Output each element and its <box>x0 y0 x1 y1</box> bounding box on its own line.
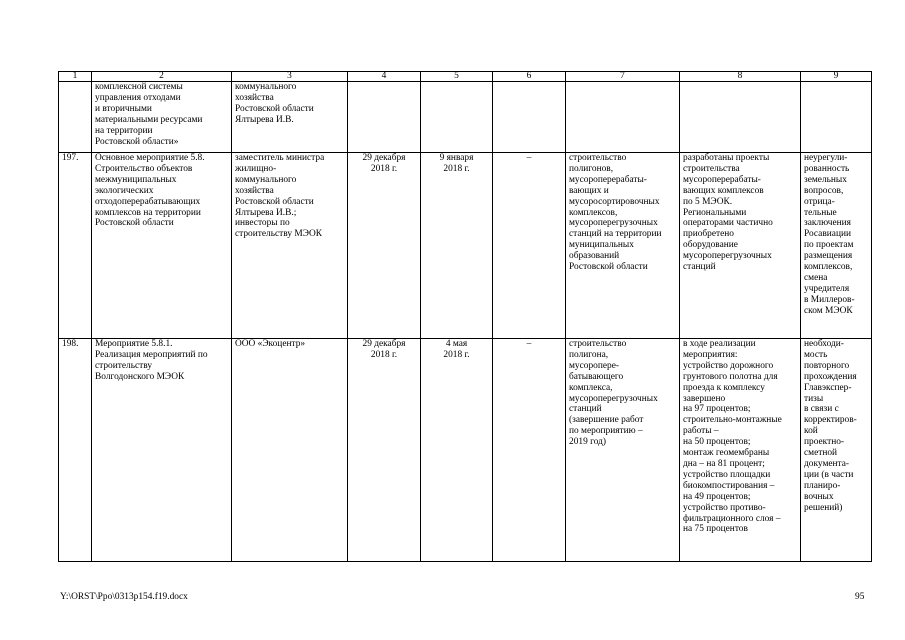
achieved-result-cell <box>680 82 801 153</box>
planned-date-cell <box>348 82 421 153</box>
file-path: Y:\ORST\Ppo\0313p154.f19.docx <box>60 592 188 602</box>
achieved-result-cell: в ходе реализации мероприятия: устройство дорожного грунтового полотна для проезда к комплексу завершено на 97 процентов; строительно-монтажные работы – на 50 процентов; монтаж геомембраны дна – на 81 процент; устройство площадки биокомпостирования – на 49 процентов; устройство противо- фильтрационного слоя – на 75 процентов <box>680 339 801 562</box>
actual-date-cell: 9 января 2018 г. <box>421 153 493 339</box>
column-number: 4 <box>348 72 421 82</box>
problems-cell: неурегули- рованность земельных вопросов, отрица- тельные заключения Росавиации по проектам размещения комплексов, смена учредителя в Миллеров- ском МЭОК <box>801 153 872 339</box>
row-number-cell: 197. <box>59 153 92 339</box>
column-number: 7 <box>566 72 680 82</box>
achieved-result-cell: разработаны проекты строительства мусороперерабаты- вающих комплексов по 5 МЭОК. Региональными операторами частично приобретено оборудование мусороперегрузочных станций <box>680 153 801 339</box>
column-6-cell: – <box>493 339 566 562</box>
planned-date-cell: 29 декабря 2018 г. <box>348 153 421 339</box>
responsible-cell: ООО «Экоцентр» <box>232 339 348 562</box>
row-number-cell: 198. <box>59 339 92 562</box>
responsible-cell: коммунального хозяйства Ростовской области Ялтырева И.В. <box>232 82 348 153</box>
event-name-cell: Основное мероприятие 5.8. Строительство объектов межмуниципальных экологических отходоперерабатывающих комплексов на территории Ростовской области <box>92 153 232 339</box>
column-number: 1 <box>59 72 92 82</box>
actual-date-cell: 4 мая 2018 г. <box>421 339 493 562</box>
event-name-cell: комплексной системы управления отходами и вторичными материальными ресурсами на территории Ростовской области» <box>92 82 232 153</box>
page-number: 95 <box>855 592 865 602</box>
problems-cell <box>801 82 872 153</box>
column-number: 5 <box>421 72 493 82</box>
column-number: 2 <box>92 72 232 82</box>
event-name-cell: Мероприятие 5.8.1. Реализация мероприятий по строительству Волгодонского МЭОК <box>92 339 232 562</box>
expected-result-cell: строительство полигона, мусоропере- батывающего комплекса, мусороперегрузочных станций (завершение работ по мероприятию – 2019 год) <box>566 339 680 562</box>
problems-cell: необходи- мость повторного прохождения Главэкспер- тизы в связи с корректиров- кой проектно- сметной документа- ции (в части планиро- вочных решений) <box>801 339 872 562</box>
row-number-cell <box>59 82 92 153</box>
column-number: 8 <box>680 72 801 82</box>
table-row <box>59 82 872 153</box>
table-row <box>59 153 872 339</box>
report-table <box>58 71 872 562</box>
column-number-row <box>59 72 872 82</box>
actual-date-cell <box>421 82 493 153</box>
table-row <box>59 339 872 562</box>
expected-result-cell: строительство полигонов, мусороперерабаты- вающих и мусоросортировочных комплексов, мусороперегрузочных станций на территории муниципальных образований Ростовской области <box>566 153 680 339</box>
responsible-cell: заместитель министра жилищно- коммунального хозяйства Ростовской области Ялтырева И.В.; инвесторы по строительству МЭОК <box>232 153 348 339</box>
planned-date-cell: 29 декабря 2018 г. <box>348 339 421 562</box>
column-number: 6 <box>493 72 566 82</box>
column-6-cell <box>493 82 566 153</box>
column-number: 9 <box>801 72 872 82</box>
expected-result-cell <box>566 82 680 153</box>
column-6-cell: – <box>493 153 566 339</box>
column-number: 3 <box>232 72 348 82</box>
